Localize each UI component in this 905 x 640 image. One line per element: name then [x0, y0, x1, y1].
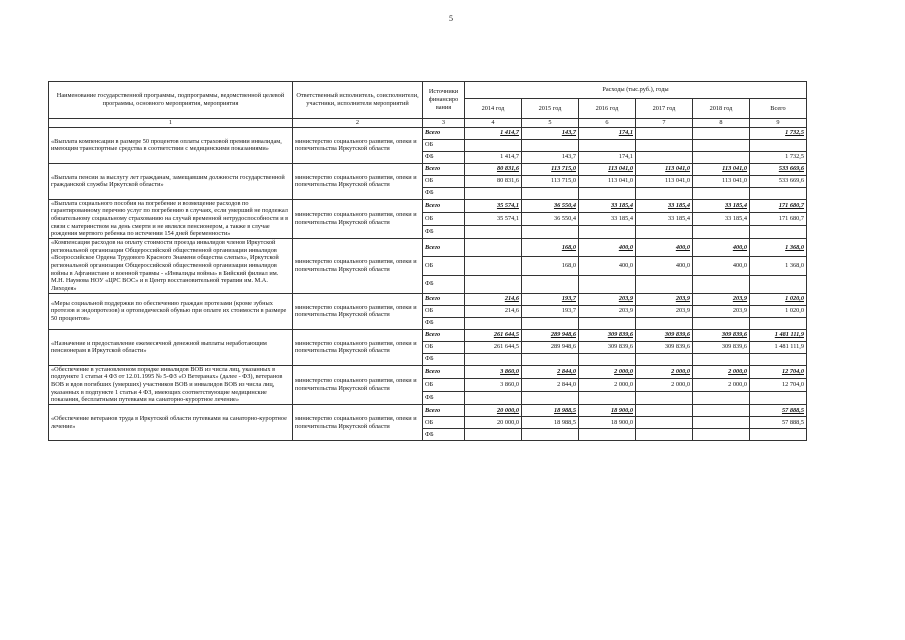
value-cell: 33 185,4: [579, 199, 636, 212]
value-cell: 20 000,0: [465, 417, 522, 429]
value-cell: 203,9: [693, 293, 750, 305]
value-cell: [579, 275, 636, 293]
value-cell: 3 860,0: [465, 378, 522, 391]
value-cell: 2 000,0: [693, 365, 750, 378]
value-cell: [465, 239, 522, 257]
total-cell: 1 732,5: [750, 151, 807, 163]
value-cell: [522, 317, 579, 329]
value-cell: 2 000,0: [579, 365, 636, 378]
table-row: [49, 163, 807, 175]
value-cell: 2 844,0: [522, 378, 579, 391]
funding-source: ФБ: [423, 187, 465, 199]
activity-name: «Выплата социального пособия на погребение и возмещение расходов по гарантированному перечню услуг по погребению в случаях, если умерший не подлежал обязательному социальному страхованию на случай временной нетрудоспособности и в связи с материнством на день смерти и не являлся пенсионером, а также в случае рождения мертвого ребенка по истечении 154 дней беременности»: [49, 199, 293, 238]
value-cell: 309 839,6: [693, 329, 750, 341]
total-cell: 57 888,5: [750, 405, 807, 417]
value-cell: [693, 139, 750, 151]
funding-source: ФБ: [423, 317, 465, 329]
total-cell: [750, 225, 807, 238]
value-cell: [636, 317, 693, 329]
col-number: 1: [49, 119, 293, 128]
value-cell: [693, 429, 750, 441]
value-cell: 113 041,0: [579, 163, 636, 175]
value-cell: 35 574,1: [465, 199, 522, 212]
value-cell: [522, 275, 579, 293]
value-cell: 174,1: [579, 127, 636, 139]
value-cell: 309 839,6: [636, 341, 693, 353]
value-cell: [693, 187, 750, 199]
value-cell: 193,7: [522, 293, 579, 305]
value-cell: 400,0: [579, 239, 636, 257]
total-cell: [750, 429, 807, 441]
col-number: 4: [465, 119, 522, 128]
header-year: 2016 год: [579, 99, 636, 119]
total-cell: 171 680,7: [750, 199, 807, 212]
value-cell: 203,9: [579, 293, 636, 305]
value-cell: 80 831,6: [465, 175, 522, 187]
value-cell: [465, 429, 522, 441]
funding-source: ОБ: [423, 341, 465, 353]
value-cell: [693, 353, 750, 365]
funding-source: ОБ: [423, 417, 465, 429]
value-cell: 400,0: [693, 239, 750, 257]
value-cell: [579, 225, 636, 238]
col-number: 7: [636, 119, 693, 128]
value-cell: [522, 139, 579, 151]
activity-name: «Обеспечение в установленном порядке инвалидов ВОВ из числа лиц, указанных в подпункте 1 статьи 4 ФЗ от 12.01.1995 № 5-ФЗ «О Ветеранах» (далее - ФЗ), ветеранов ВОВ и вдов погибших (умерших) участников ВОВ и инвалидов ВОВ из числа лиц, указанных в подпункте 1 статьи 4 ФЗ, имеющих соответствующие медицинские показания, бесплатными путевками на санаторно-курортное лечение»: [49, 365, 293, 404]
funding-source: ОБ: [423, 257, 465, 275]
total-cell: [750, 139, 807, 151]
executor: министерство социального развития, опеки и попечительства Иркутской области: [293, 199, 423, 238]
value-cell: 18 900,0: [579, 405, 636, 417]
value-cell: 33 185,4: [693, 199, 750, 212]
value-cell: [636, 139, 693, 151]
funding-source: Всего: [423, 365, 465, 378]
executor: министерство социального развития, опеки и попечительства Иркутской области: [293, 293, 423, 329]
value-cell: [522, 429, 579, 441]
funding-source: Всего: [423, 405, 465, 417]
funding-source: Всего: [423, 329, 465, 341]
value-cell: 214,6: [465, 305, 522, 317]
value-cell: 18 900,0: [579, 417, 636, 429]
value-cell: 36 550,4: [522, 199, 579, 212]
col-number: 9: [750, 119, 807, 128]
value-cell: [693, 127, 750, 139]
value-cell: 1 414,7: [465, 127, 522, 139]
value-cell: 113 041,0: [636, 163, 693, 175]
value-cell: [693, 391, 750, 404]
value-cell: [579, 187, 636, 199]
header-year: 2014 год: [465, 99, 522, 119]
header-total: Всего: [750, 99, 807, 119]
funding-source: ФБ: [423, 429, 465, 441]
value-cell: [465, 225, 522, 238]
value-cell: 33 185,4: [579, 212, 636, 225]
executor: министерство социального развития, опеки и попечительства Иркутской области: [293, 405, 423, 441]
value-cell: [636, 225, 693, 238]
funding-source: ФБ: [423, 391, 465, 404]
value-cell: [579, 391, 636, 404]
total-cell: 1 732,5: [750, 127, 807, 139]
value-cell: 35 574,1: [465, 212, 522, 225]
executor: министерство социального развития, опеки и попечительства Иркутской области: [293, 365, 423, 404]
total-cell: 171 680,7: [750, 212, 807, 225]
value-cell: 3 860,0: [465, 365, 522, 378]
value-cell: [522, 391, 579, 404]
value-cell: 203,9: [693, 305, 750, 317]
value-cell: [693, 405, 750, 417]
col-number: 3: [423, 119, 465, 128]
activity-name: «Выплата пенсии за выслугу лет гражданам, замещавшим должности государственной гражданской службы Иркутской области»: [49, 163, 293, 199]
value-cell: 18 988,5: [522, 405, 579, 417]
value-cell: 261 644,5: [465, 341, 522, 353]
value-cell: 2 844,0: [522, 365, 579, 378]
total-cell: 1 481 111,9: [750, 329, 807, 341]
value-cell: 33 185,4: [636, 212, 693, 225]
value-cell: 309 839,6: [693, 341, 750, 353]
value-cell: 400,0: [693, 257, 750, 275]
activity-name: «Обеспечение ветеранов труда в Иркутской области путевками на санаторно-курортное лечение»: [49, 405, 293, 441]
value-cell: [522, 225, 579, 238]
funding-source: ФБ: [423, 225, 465, 238]
value-cell: 289 948,6: [522, 341, 579, 353]
value-cell: 113 715,0: [522, 175, 579, 187]
value-cell: 289 948,6: [522, 329, 579, 341]
value-cell: [465, 317, 522, 329]
header-year: 2017 год: [636, 99, 693, 119]
funding-source: Всего: [423, 127, 465, 139]
value-cell: 143,7: [522, 127, 579, 139]
total-cell: 1 020,0: [750, 305, 807, 317]
value-cell: [693, 317, 750, 329]
value-cell: 36 550,4: [522, 212, 579, 225]
value-cell: 113 041,0: [693, 163, 750, 175]
funding-source: ФБ: [423, 151, 465, 163]
value-cell: 400,0: [579, 257, 636, 275]
funding-source: ОБ: [423, 212, 465, 225]
executor: министерство социального развития, опеки и попечительства Иркутской области: [293, 163, 423, 199]
activity-name: «Выплата компенсации в размере 50 процентов оплаты страховой премии инвалидам, имеющим транспортные средства в соответствии с медицинскими показаниями»: [49, 127, 293, 163]
funding-source: ОБ: [423, 175, 465, 187]
value-cell: 33 185,4: [693, 212, 750, 225]
value-cell: 143,7: [522, 151, 579, 163]
value-cell: [636, 151, 693, 163]
value-cell: 1 414,7: [465, 151, 522, 163]
value-cell: [693, 225, 750, 238]
value-cell: 113 041,0: [636, 175, 693, 187]
value-cell: [636, 187, 693, 199]
total-cell: 12 704,0: [750, 365, 807, 378]
total-cell: 533 669,6: [750, 163, 807, 175]
value-cell: [636, 417, 693, 429]
table-row: [49, 405, 807, 417]
value-cell: 168,0: [522, 257, 579, 275]
total-cell: 1 368,0: [750, 257, 807, 275]
table-row: [49, 199, 807, 212]
funding-source: Всего: [423, 293, 465, 305]
value-cell: [636, 127, 693, 139]
total-cell: [750, 317, 807, 329]
value-cell: 214,6: [465, 293, 522, 305]
value-cell: 309 839,6: [579, 329, 636, 341]
funding-source: ОБ: [423, 139, 465, 151]
col-number: 5: [522, 119, 579, 128]
value-cell: [465, 257, 522, 275]
table-row: [49, 127, 807, 139]
table-row: [49, 293, 807, 305]
value-cell: 309 839,6: [636, 329, 693, 341]
value-cell: [636, 391, 693, 404]
value-cell: 2 000,0: [636, 378, 693, 391]
total-cell: [750, 353, 807, 365]
table-row: [49, 239, 807, 257]
value-cell: 261 644,5: [465, 329, 522, 341]
header-year: 2018 год: [693, 99, 750, 119]
total-cell: 533 669,6: [750, 175, 807, 187]
total-cell: 1 481 111,9: [750, 341, 807, 353]
table-row: [49, 329, 807, 341]
value-cell: 203,9: [636, 293, 693, 305]
value-cell: [636, 353, 693, 365]
value-cell: 33 185,4: [636, 199, 693, 212]
col-number: 6: [579, 119, 636, 128]
value-cell: [465, 353, 522, 365]
value-cell: [636, 429, 693, 441]
table-row: [49, 365, 807, 378]
executor: министерство социального развития, опеки и попечительства Иркутской области: [293, 329, 423, 365]
activity-name: «Компенсация расходов на оплату стоимости проезда инвалидов членов Иркутской региональной организации Общероссийской общественной организации инвалидов «Всероссийское Ордена Трудового Красного Знамени общества слепых», Иркутской региональной организации Общероссийской общественной организации инвалидов войны в Афганистане и военной травмы - «Инвалиды войны» в Бийский филиал им. М.Н. Наумова НОУ «ЦРС ВОС» и в Центр восстановительной терапии им. М.А. Лиходея»: [49, 239, 293, 294]
total-cell: 1 368,0: [750, 239, 807, 257]
value-cell: [579, 429, 636, 441]
value-cell: 168,0: [522, 239, 579, 257]
total-cell: [750, 275, 807, 293]
value-cell: [693, 275, 750, 293]
header-source: Источники финансиро вания: [423, 82, 465, 119]
value-cell: [579, 139, 636, 151]
value-cell: [465, 391, 522, 404]
value-cell: [579, 353, 636, 365]
value-cell: [636, 405, 693, 417]
funding-source: Всего: [423, 239, 465, 257]
value-cell: 203,9: [636, 305, 693, 317]
funding-source: ОБ: [423, 305, 465, 317]
value-cell: [465, 187, 522, 199]
funding-source: Всего: [423, 199, 465, 212]
value-cell: 113 041,0: [579, 175, 636, 187]
total-cell: [750, 391, 807, 404]
value-cell: 400,0: [636, 257, 693, 275]
value-cell: [465, 275, 522, 293]
value-cell: 193,7: [522, 305, 579, 317]
value-cell: [465, 139, 522, 151]
value-cell: 2 000,0: [693, 378, 750, 391]
value-cell: 20 000,0: [465, 405, 522, 417]
col-number: 8: [693, 119, 750, 128]
activity-name: «Назначение и предоставление ежемесячной денежной выплаты неработающим пенсионерам в Иркутской области»: [49, 329, 293, 365]
page-number: 5: [449, 14, 453, 23]
header-year: 2015 год: [522, 99, 579, 119]
funding-source: Всего: [423, 163, 465, 175]
funding-source: ОБ: [423, 378, 465, 391]
value-cell: 18 988,5: [522, 417, 579, 429]
value-cell: 80 831,6: [465, 163, 522, 175]
funding-source: ФБ: [423, 353, 465, 365]
value-cell: 174,1: [579, 151, 636, 163]
total-cell: 1 020,0: [750, 293, 807, 305]
value-cell: [693, 151, 750, 163]
col-number: 2: [293, 119, 423, 128]
executor: министерство социального развития, опеки и попечительства Иркутской области: [293, 239, 423, 294]
value-cell: 309 839,6: [579, 341, 636, 353]
value-cell: 113 041,0: [693, 175, 750, 187]
total-cell: [750, 187, 807, 199]
value-cell: 2 000,0: [579, 378, 636, 391]
value-cell: [636, 275, 693, 293]
total-cell: 12 704,0: [750, 378, 807, 391]
expenses-table: [48, 81, 807, 441]
header-name: Наименование государственной программы, подпрограммы, ведомственной целевой программы, основного мероприятия, мероприятия: [49, 82, 293, 119]
header-executor: Ответственный исполнитель, соисполнители, участники, исполнители мероприятий: [293, 82, 423, 119]
value-cell: [522, 353, 579, 365]
value-cell: 203,9: [579, 305, 636, 317]
header-expenses: Расходы (тыс.руб.), годы: [465, 82, 807, 99]
value-cell: [579, 317, 636, 329]
value-cell: [693, 417, 750, 429]
value-cell: [522, 187, 579, 199]
executor: министерство социального развития, опеки и попечительства Иркутской области: [293, 127, 423, 163]
activity-name: «Меры социальной поддержки по обеспечению граждан протезами (кроме зубных протезов и эндопротезов) и ортопедической обувью при оплате их стоимости в размере 50 процентов»: [49, 293, 293, 329]
value-cell: 400,0: [636, 239, 693, 257]
total-cell: 57 888,5: [750, 417, 807, 429]
value-cell: 113 715,0: [522, 163, 579, 175]
value-cell: 2 000,0: [636, 365, 693, 378]
funding-source: ФБ: [423, 275, 465, 293]
